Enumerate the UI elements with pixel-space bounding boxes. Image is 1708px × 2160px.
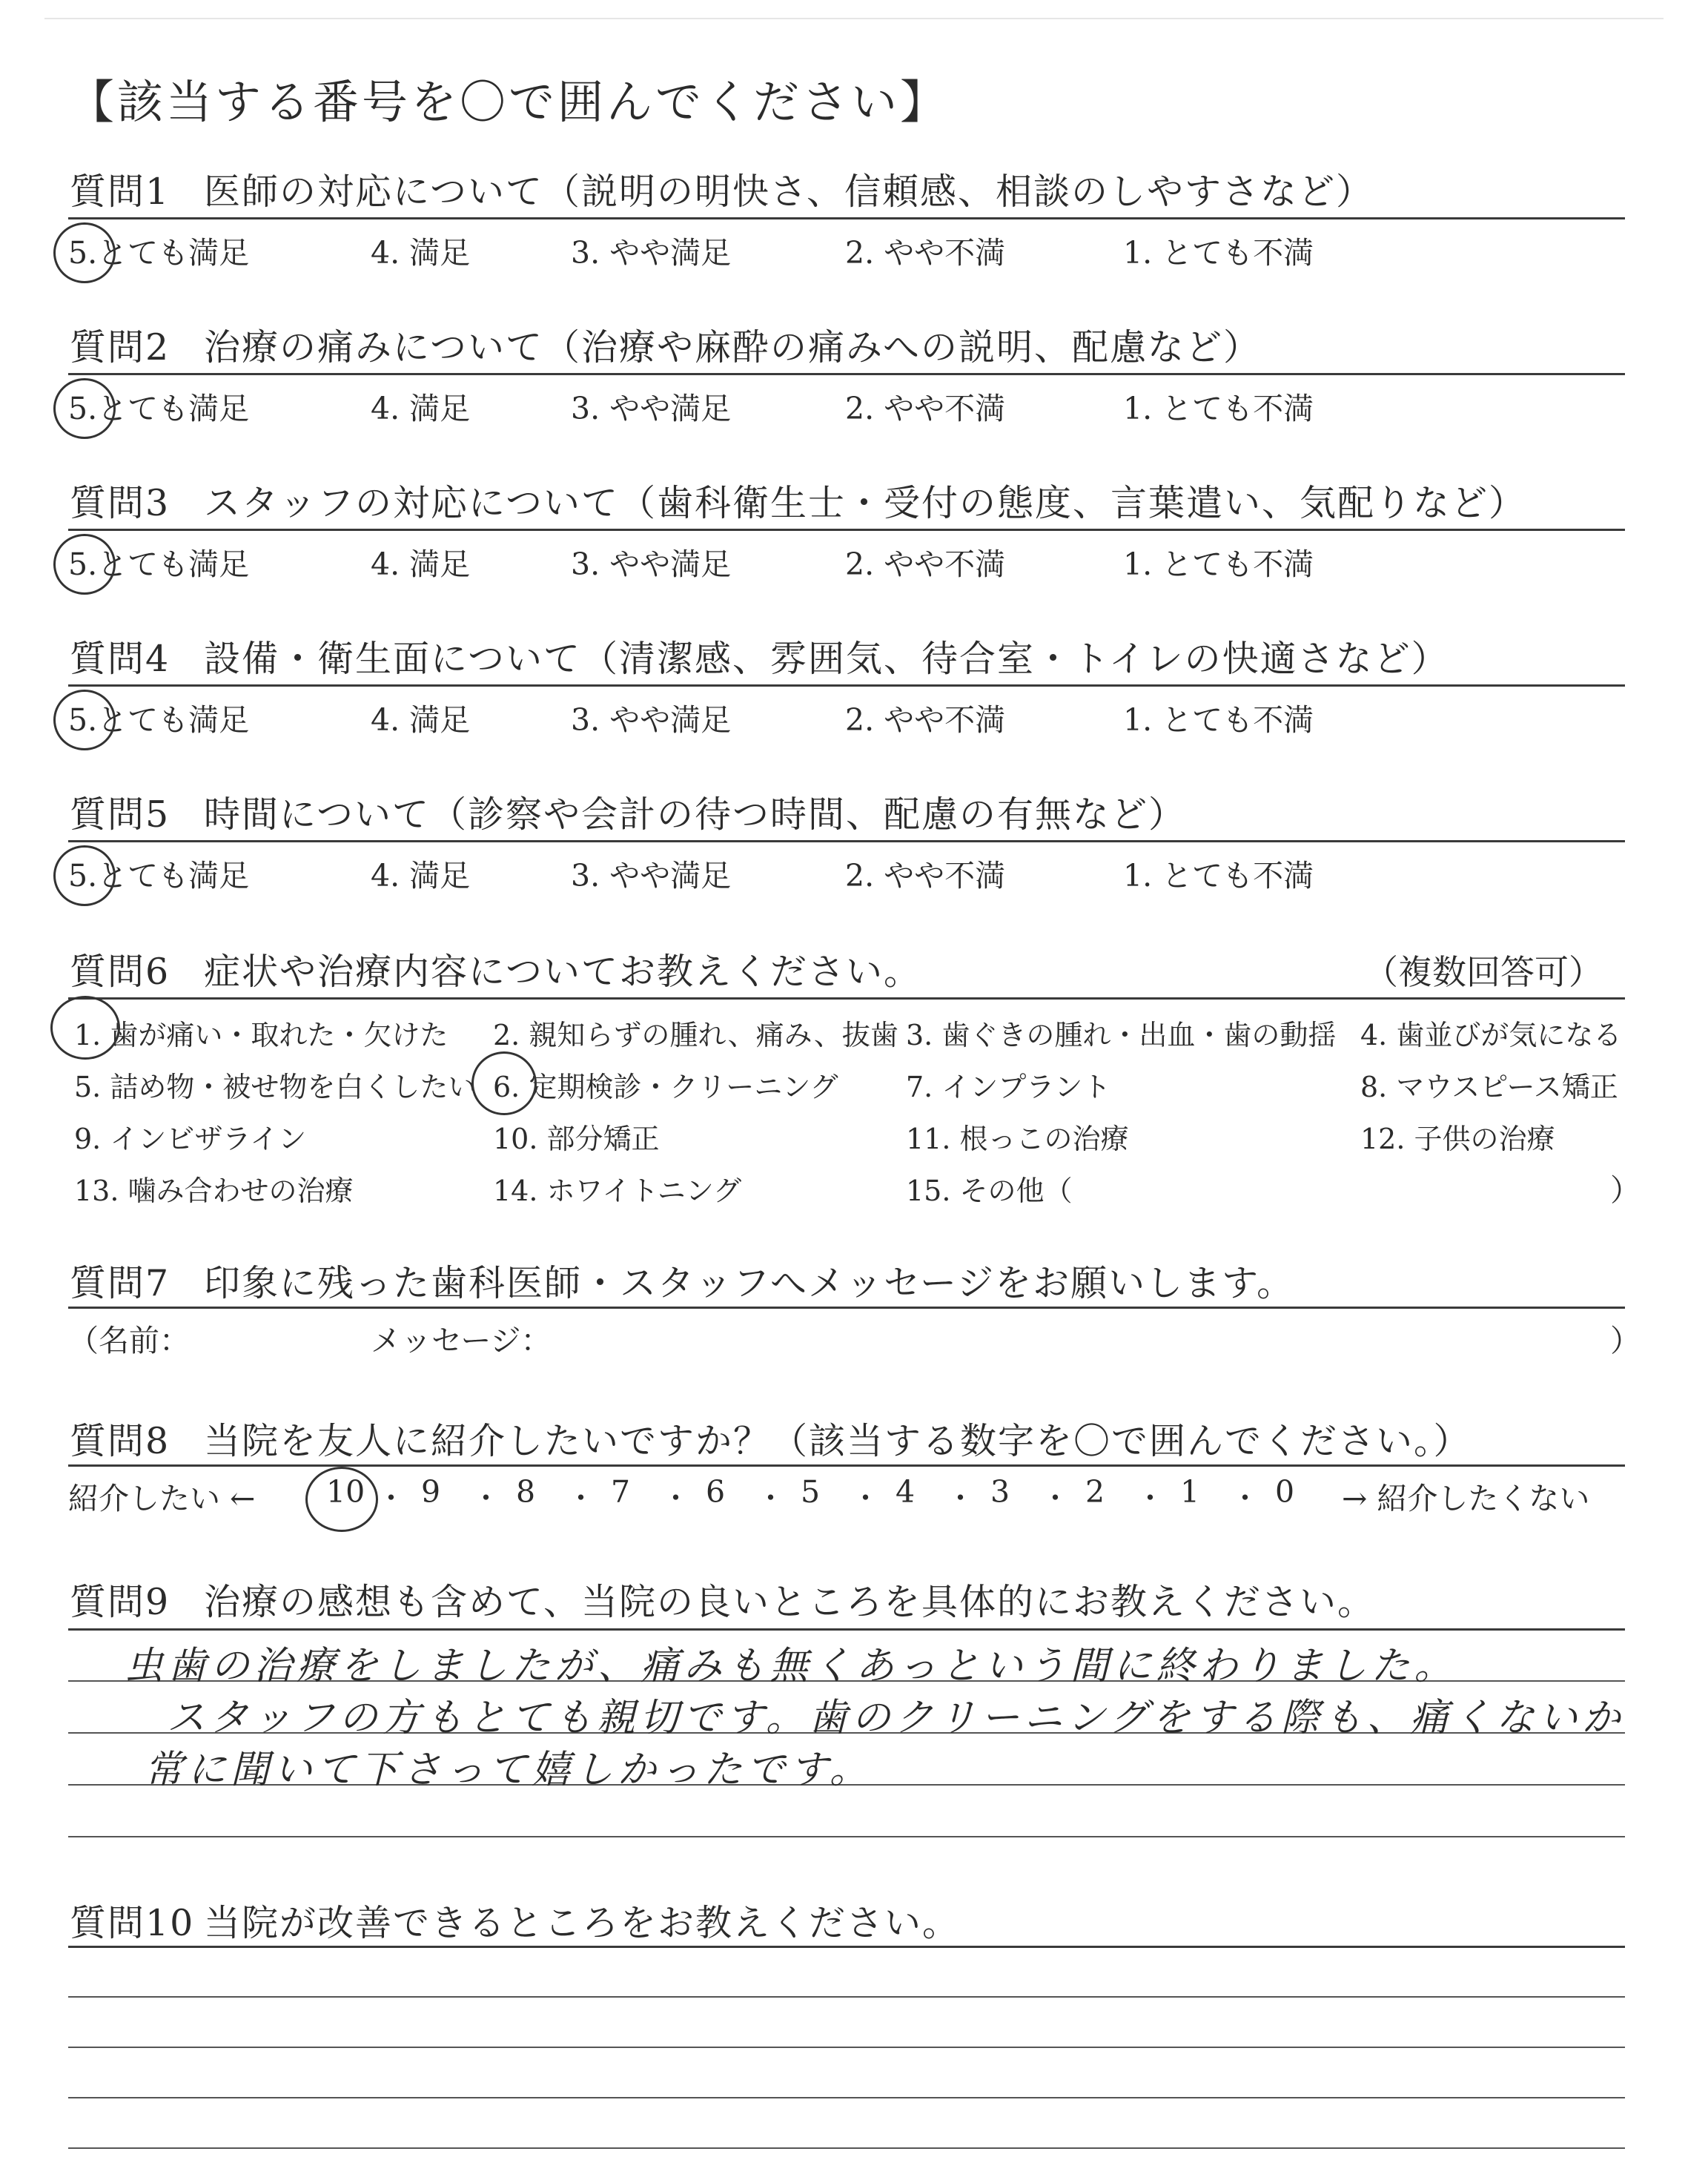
q5-option-4[interactable]: 4. 満足 <box>371 858 471 894</box>
q6-text: 症状や治療内容についてお教えください。 <box>204 951 922 993</box>
q8-dot: ・ <box>661 1482 691 1516</box>
q6-item-9[interactable]: 9. インビザライン <box>74 1123 307 1155</box>
q9-answer-line-3: 常に聞いて下さって嬉しかったです。 <box>145 1748 873 1792</box>
q9-rule-0 <box>68 1628 1625 1631</box>
q2-label: 質問2 <box>70 326 171 369</box>
q1-option-4[interactable]: 4. 満足 <box>371 235 471 271</box>
q6-label: 質問6 <box>70 951 171 993</box>
q10-rule-4 <box>68 2147 1625 2149</box>
q1-label: 質問1 <box>70 171 171 213</box>
q6-selection-circle-6[interactable] <box>471 1051 537 1115</box>
q8-dot: ・ <box>471 1482 501 1516</box>
q7-text: 印象に残った歯科医師・スタッフへメッセージをお願いします。 <box>204 1262 1295 1304</box>
q6-item-14[interactable]: 14. ホワイトニング <box>493 1175 742 1207</box>
q7-name-label: （名前： <box>68 1323 190 1358</box>
q3-option-1[interactable]: 1. とても不満 <box>1123 546 1314 582</box>
q6-item-4[interactable]: 4. 歯並びが気になる <box>1360 1019 1622 1051</box>
q8-label: 質問8 <box>70 1420 171 1462</box>
q5-label: 質問5 <box>70 793 171 836</box>
q10-text: 当院が改善できるところをお教えください。 <box>204 1902 961 1944</box>
q6-item-5[interactable]: 5. 詰め物・被せ物を白くしたい <box>74 1071 477 1103</box>
q2-selection-circle[interactable] <box>53 378 116 439</box>
q8-scale-10[interactable]: 10 <box>326 1474 365 1510</box>
q1-selection-circle[interactable] <box>53 222 116 283</box>
q8-scale-4[interactable]: 4 <box>896 1474 916 1510</box>
q4-option-3[interactable]: 3. やや満足 <box>571 702 732 738</box>
q8-text: 当院を友人に紹介したいですか？（該当する数字を〇で囲んでください。） <box>204 1420 1472 1462</box>
q8-dot: ・ <box>851 1482 881 1516</box>
q6-item-7[interactable]: 7. インプラント <box>906 1071 1111 1103</box>
q3-text: スタッフの対応について（歯科衛生士・受付の態度、言葉遣い、気配りなど） <box>204 482 1527 524</box>
q8-dot: ・ <box>1136 1482 1165 1516</box>
q2-option-4[interactable]: 4. 満足 <box>371 391 471 426</box>
q6-item-2[interactable]: 2. 親知らずの腫れ、痛み、抜歯 <box>493 1019 898 1051</box>
q4-option-5[interactable]: 5.とても満足 <box>68 702 250 738</box>
q8-scale-7[interactable]: 7 <box>611 1474 631 1510</box>
q9-answer-line-1: 虫歯の治療をしましたが、痛みも無くあっという間に終わりました。 <box>125 1644 1457 1688</box>
q1-option-5[interactable]: 5.とても満足 <box>68 235 250 271</box>
q6-item-8[interactable]: 8. マウスピース矯正 <box>1360 1071 1618 1103</box>
q10-label: 質問10 <box>70 1902 195 1944</box>
q3-rule <box>68 529 1625 531</box>
q6-item-3[interactable]: 3. 歯ぐきの腫れ・出血・歯の動揺 <box>906 1019 1337 1051</box>
q6-other-close: ） <box>1610 1172 1641 1208</box>
q8-dot: ・ <box>566 1482 596 1516</box>
q4-text: 設備・衛生面について（清潔感、雰囲気、待合室・トイレの快適さなど） <box>204 638 1449 680</box>
q3-option-2[interactable]: 2. やや不満 <box>845 546 1006 582</box>
q7-rule <box>68 1307 1625 1309</box>
q6-item-12[interactable]: 12. 子供の治療 <box>1360 1123 1555 1155</box>
q1-text: 医師の対応について（説明の明快さ、信頼感、相談のしやすさなど） <box>204 171 1374 213</box>
q8-dot: ・ <box>377 1482 406 1516</box>
q8-scale-0[interactable]: 0 <box>1275 1474 1295 1510</box>
q6-rule <box>68 997 1625 1000</box>
q8-scale-2[interactable]: 2 <box>1085 1474 1105 1510</box>
q8-scale-5[interactable]: 5 <box>801 1474 821 1510</box>
q8-scale-3[interactable]: 3 <box>990 1474 1010 1510</box>
q2-option-3[interactable]: 3. やや満足 <box>571 391 732 426</box>
q3-option-3[interactable]: 3. やや満足 <box>571 546 732 582</box>
q6-item-6[interactable]: 6. 定期検診・クリーニング <box>493 1071 838 1103</box>
q6-selection-circle-1[interactable] <box>50 996 120 1060</box>
q5-option-5[interactable]: 5.とても満足 <box>68 858 250 894</box>
q8-dot: ・ <box>1041 1482 1070 1516</box>
q9-label: 質問9 <box>70 1581 171 1623</box>
q7-label: 質問7 <box>70 1262 171 1304</box>
q6-item-11[interactable]: 11. 根っこの治療 <box>906 1123 1129 1155</box>
q2-text: 治療の痛みについて（治療や麻酔の痛みへの説明、配慮など） <box>204 326 1262 369</box>
q2-option-5[interactable]: 5.とても満足 <box>68 391 250 426</box>
q2-option-2[interactable]: 2. やや不満 <box>845 391 1006 426</box>
q5-selection-circle[interactable] <box>53 845 116 906</box>
q8-rule <box>68 1464 1625 1467</box>
q8-selection-circle[interactable] <box>305 1467 378 1532</box>
q4-label: 質問4 <box>70 638 171 680</box>
q6-item-10[interactable]: 10. 部分矯正 <box>493 1123 660 1155</box>
q4-option-4[interactable]: 4. 満足 <box>371 702 471 738</box>
q7-close: ） <box>1610 1323 1641 1358</box>
q1-option-1[interactable]: 1. とても不満 <box>1123 235 1314 271</box>
q6-item-1[interactable]: 1. 歯が痛い・取れた・欠けた <box>74 1019 448 1051</box>
q4-option-2[interactable]: 2. やや不満 <box>845 702 1006 738</box>
q1-option-2[interactable]: 2. やや不満 <box>845 235 1006 271</box>
q1-rule <box>68 217 1625 219</box>
q10-rule-1 <box>68 1996 1625 1998</box>
q9-answer-line-2: スタッフの方もとても親切です。歯のクリーニングをする際も、痛くないか <box>167 1696 1625 1740</box>
q3-selection-circle[interactable] <box>53 534 116 595</box>
q5-rule <box>68 840 1625 842</box>
q8-scale-6[interactable]: 6 <box>706 1474 726 1510</box>
q2-rule <box>68 373 1625 375</box>
q10-rule-2 <box>68 2047 1625 2048</box>
q8-scale-9[interactable]: 9 <box>421 1474 441 1510</box>
q8-right-label: → 紹介したくない <box>1342 1481 1590 1516</box>
q5-option-2[interactable]: 2. やや不満 <box>845 858 1006 894</box>
q8-dot: ・ <box>946 1482 976 1516</box>
q9-text: 治療の感想も含めて、当院の良いところを具体的にお教えください。 <box>204 1581 1376 1623</box>
q8-left-label: 紹介したい ← <box>68 1481 256 1516</box>
page-top-rule <box>44 18 1664 19</box>
q9-rule-4 <box>68 1836 1625 1837</box>
q6-note: （複数回答可） <box>1364 952 1603 992</box>
q1-option-3[interactable]: 3. やや満足 <box>571 235 732 271</box>
q3-option-5[interactable]: 5.とても満足 <box>68 546 250 582</box>
q8-scale-1[interactable]: 1 <box>1180 1474 1200 1510</box>
q6-item-13[interactable]: 13. 噛み合わせの治療 <box>74 1175 354 1207</box>
instruction-heading: 【該当する番号を〇で囲んでください】 <box>68 75 950 129</box>
q5-option-1[interactable]: 1. とても不満 <box>1123 858 1314 894</box>
q2-option-1[interactable]: 1. とても不満 <box>1123 391 1314 426</box>
q4-rule <box>68 684 1625 687</box>
q4-option-1[interactable]: 1. とても不満 <box>1123 702 1314 738</box>
q5-text: 時間について（診察や会計の待つ時間、配慮の有無など） <box>204 793 1187 836</box>
q3-label: 質問3 <box>70 482 171 524</box>
q4-selection-circle[interactable] <box>53 690 116 750</box>
q8-scale-8[interactable]: 8 <box>516 1474 536 1510</box>
q5-option-3[interactable]: 3. やや満足 <box>571 858 732 894</box>
q10-rule-0 <box>68 1946 1625 1948</box>
q6-item-15[interactable]: 15. その他（ <box>906 1175 1073 1207</box>
q3-option-4[interactable]: 4. 満足 <box>371 546 471 582</box>
q8-dot: ・ <box>756 1482 786 1516</box>
q10-rule-3 <box>68 2097 1625 2098</box>
q7-message-label: メッセージ： <box>371 1323 552 1358</box>
q8-dot: ・ <box>1231 1482 1260 1516</box>
